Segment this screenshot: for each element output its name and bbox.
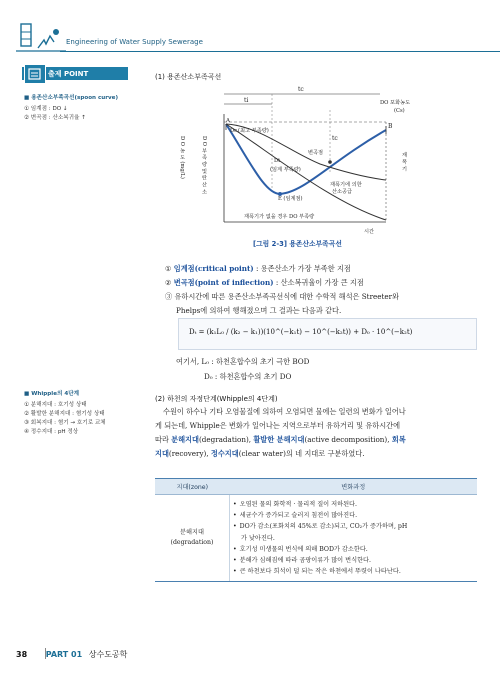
zone-name: 분해지대 <box>180 529 204 537</box>
page-footer <box>16 649 127 660</box>
list-item: • 세균수가 증가되고 슬러지 침전이 많아진다. <box>241 510 476 521</box>
point-number: ① <box>165 264 172 273</box>
label-cs: (Cs) <box>394 108 405 114</box>
text-run: (clear water)의 네 지대로 구분하였다. <box>238 449 365 458</box>
term-recovery: 회복 <box>391 435 406 444</box>
list-item: • 큰 하천보다 희석이 덜 되는 작은 하천에서 뚜렷이 나타난다. <box>241 566 476 577</box>
sidebar-item: ③ 회복지대 : 혐기 → 호기로 교체 <box>24 420 106 426</box>
label-inflection: 변곡점 <box>308 150 324 156</box>
sidebar-group-title: ■ 용존산소부족곡선(spoon curve) <box>24 95 119 101</box>
list-item: • DO가 감소(포화치의 45%로 감소)되고, CO₂가 증가하며, pH <box>241 521 476 532</box>
point-item <box>165 262 351 276</box>
sidebar-item: ② 활발한 분해지대 : 혐기성 상태 <box>24 411 105 417</box>
inflection-point-marker <box>328 160 332 164</box>
label-dc: Dc <box>230 128 238 134</box>
sidebar-item: ① 분해지대 : 호기성 상태 <box>24 402 87 408</box>
paragraph-line: Phelps에 의하여 행해졌으며 그 결과는 다음과 같다. <box>176 306 342 315</box>
point-desc: : 용존산소가 가장 부족한 지점 <box>253 264 351 273</box>
point-term: 변곡점(point of inflection) <box>173 278 274 287</box>
process-list <box>231 499 476 577</box>
list-item: • 분해가 심해짐에 따라 곰팡이류가 많이 번식한다. <box>241 555 476 566</box>
process-cell <box>230 495 478 582</box>
list-item-cont: 가 낮아진다. <box>241 534 275 542</box>
term-clear-water: 정수지대 <box>210 449 239 458</box>
label-dc-note: (최고 부족량) <box>238 128 269 134</box>
header-zone: 지대(zone) <box>155 479 230 495</box>
text-run: (active decomposition), <box>304 435 392 444</box>
point-desc: : 산소복귀율이 가장 큰 지점 <box>273 278 364 287</box>
definition-line: 여기서, L₀ : 하천혼합수의 초기 극한 BOD <box>176 357 310 366</box>
header-divider <box>60 51 500 52</box>
definition-line: D₀ : 하천혼합수의 초기 DO <box>204 372 292 381</box>
label-tc2: tc <box>332 135 338 142</box>
label-dt-note: (임계 부족량) <box>270 167 301 173</box>
paragraph-line: ③ 유하시간에 따른 용존산소부족곡선식에 대한 수학적 해석은 Streeter와 <box>165 292 400 301</box>
subject-label: 상수도공학 <box>88 650 128 659</box>
whipple-zone-table <box>155 478 477 582</box>
list-item: • 호기성 미생물의 번식에 의해 BOD가 감소한다. <box>241 544 476 555</box>
term-active-decomposition: 활발한 분해지대 <box>253 435 305 444</box>
sidebar-item: ④ 정수지대 : pH 정상 <box>24 429 79 435</box>
label-tc: tc <box>298 86 304 93</box>
table-row <box>155 495 477 582</box>
no-reaeration-curve <box>226 124 386 220</box>
label-reaeration: 재폭기에 의한 <box>330 182 362 188</box>
label-e: E (임계점) <box>278 196 303 202</box>
badge-label: 출제 POINT <box>48 70 89 78</box>
figure-caption: [그림 2-3] 용존산소부족곡선 <box>253 240 342 248</box>
note-icon <box>24 64 46 84</box>
text-run: (recovery), <box>168 449 211 458</box>
paragraph-line <box>155 447 364 461</box>
list-item: • 오염된 물의 화학적 · 물리적 질이 저하된다. <box>241 499 476 510</box>
point-item <box>165 276 364 290</box>
sidebar-item: ① 임계점 : DO ↓ <box>24 106 68 112</box>
section-title: (1) 용존산소부족곡선 <box>155 73 222 81</box>
streeter-phelps-formula <box>178 318 477 350</box>
sidebar-group-title: ■ Whipple의 4단계 <box>24 391 80 397</box>
page-number: 38 <box>16 650 28 659</box>
label-time: 시간 <box>364 229 375 235</box>
label-ti: ti <box>244 97 249 104</box>
label-a: A <box>226 118 230 124</box>
paragraph-line: 게 되는데, Whipple은 변화가 일어나는 지역으로부터 유하거리 및 유하시간에 <box>155 421 401 430</box>
sidebar-item: ② 변곡점 : 산소복귀율 ↑ <box>24 115 86 121</box>
paragraph-line <box>155 433 406 447</box>
label-reaeration2: 산소공급 <box>332 189 353 195</box>
do-sag-curve-figure <box>180 82 420 238</box>
formula-text: Dₜ = (k₁L₀ / (k₂ − k₁))(10^(−k₁t) − 10^(−k₂t)) + D₀ · 10^(−k₂t) <box>189 328 413 336</box>
header-process: 변화과정 <box>230 479 478 495</box>
zone-cell <box>155 495 230 582</box>
footer-divider <box>45 648 46 659</box>
running-header: Engineering of Water Supply Sewerage <box>66 38 203 46</box>
section-title: (2) 하천의 자정단계(Whipple의 4단계) <box>155 395 278 403</box>
water-tower-icon <box>16 18 66 58</box>
label-no-reaeration: 재폭기가 없을 경우 DO 부족량 <box>244 214 315 220</box>
do-curve <box>226 124 386 194</box>
label-right-axis: 재 폭 기 <box>401 152 407 171</box>
term-degradation: 분해지대 <box>171 435 199 444</box>
label-deficit-axis: D O 부 족 량 및 탄 산 소 <box>201 136 207 195</box>
label-do-axis: D O 농 도 (mg/L) <box>179 136 185 179</box>
label-do-sat: DO 포화농도 <box>380 100 411 106</box>
text-run: 따라 <box>155 435 172 444</box>
point-term: 임계점(critical point) <box>173 264 254 273</box>
part-label: PART 01 <box>45 650 83 659</box>
paragraph-line: 수원이 하수나 기타 오염물질에 의하여 오염되면 물에는 일련의 변화가 일어나 <box>163 407 406 416</box>
text-run: (degradation), <box>198 435 254 444</box>
point-number: ② <box>165 278 172 287</box>
label-dt: Dt <box>274 158 281 164</box>
table-header-row <box>155 479 477 495</box>
zone-name-en: (degradation) <box>170 539 214 547</box>
term-recovery-cont: 지대 <box>155 449 169 458</box>
label-b: B <box>388 123 393 130</box>
